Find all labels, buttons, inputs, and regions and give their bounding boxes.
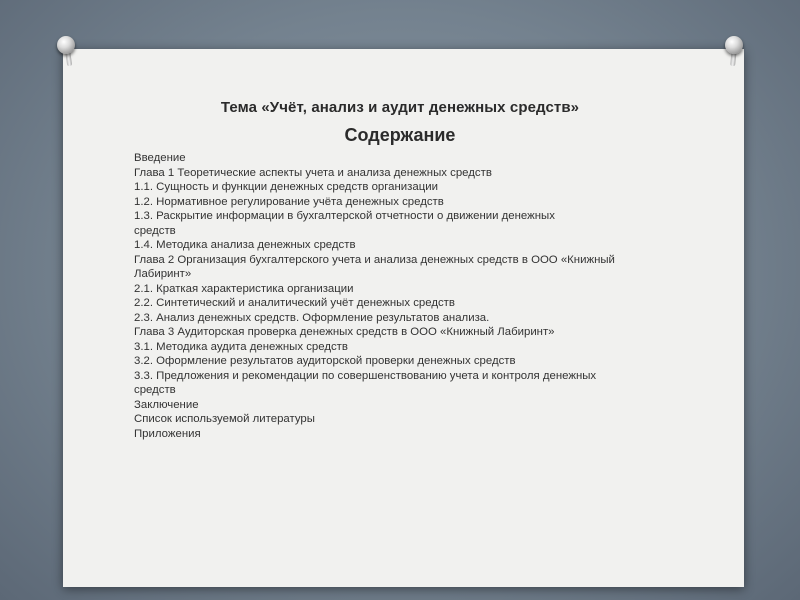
toc-item: 1.2. Нормативное регулирование учёта денежных средств: [134, 195, 444, 208]
pushpin-left-icon: [57, 36, 75, 54]
toc-item: 3.3. Предложения и рекомендации по совершенствованию учета и контроля денежных средств: [134, 369, 597, 396]
toc-item: Глава 3 Аудиторская проверка денежных средств в ООО «Книжный Лабиринт»: [134, 326, 555, 338]
toc-item: 3.2. Оформление результатов аудиторской проверки денежных средств: [134, 355, 516, 367]
toc-item: 2.3. Анализ денежных средств. Оформление результатов анализа.: [134, 311, 490, 324]
toc-item: Глава 1 Теоретические аспекты учета и анализа денежных средств: [134, 166, 492, 179]
toc-item: 1.4. Методика анализа денежных средств: [134, 239, 356, 251]
toc-item: 2.2. Синтетический и аналитический учёт денежных средств: [134, 297, 455, 309]
slide-title: Тема «Учёт, анализ и аудит денежных средств»: [220, 99, 580, 116]
toc-item: 2.1. Краткая характеристика организации: [134, 282, 354, 295]
toc-item: Приложения: [134, 427, 201, 440]
pushpin-right-icon: [725, 36, 743, 54]
toc-item: Глава 2 Организация бухгалтерского учета и анализа денежных средств в ООО «Книжный Лабиринт»: [134, 253, 615, 280]
slide-subtitle: Содержание: [344, 125, 456, 145]
toc-item: 1.1. Сущность и функции денежных средств организации: [134, 181, 438, 193]
toc-item: Список используемой литературы: [134, 413, 315, 425]
toc-item: Введение: [134, 152, 186, 164]
toc-item: 3.1. Методика аудита денежных средств: [134, 340, 348, 353]
toc-item: Заключение: [134, 398, 199, 411]
table-of-contents: [134, 151, 634, 441]
toc-item: 1.3. Раскрытие информации в бухгалтерской отчетности о движении денежных средств: [134, 210, 555, 237]
